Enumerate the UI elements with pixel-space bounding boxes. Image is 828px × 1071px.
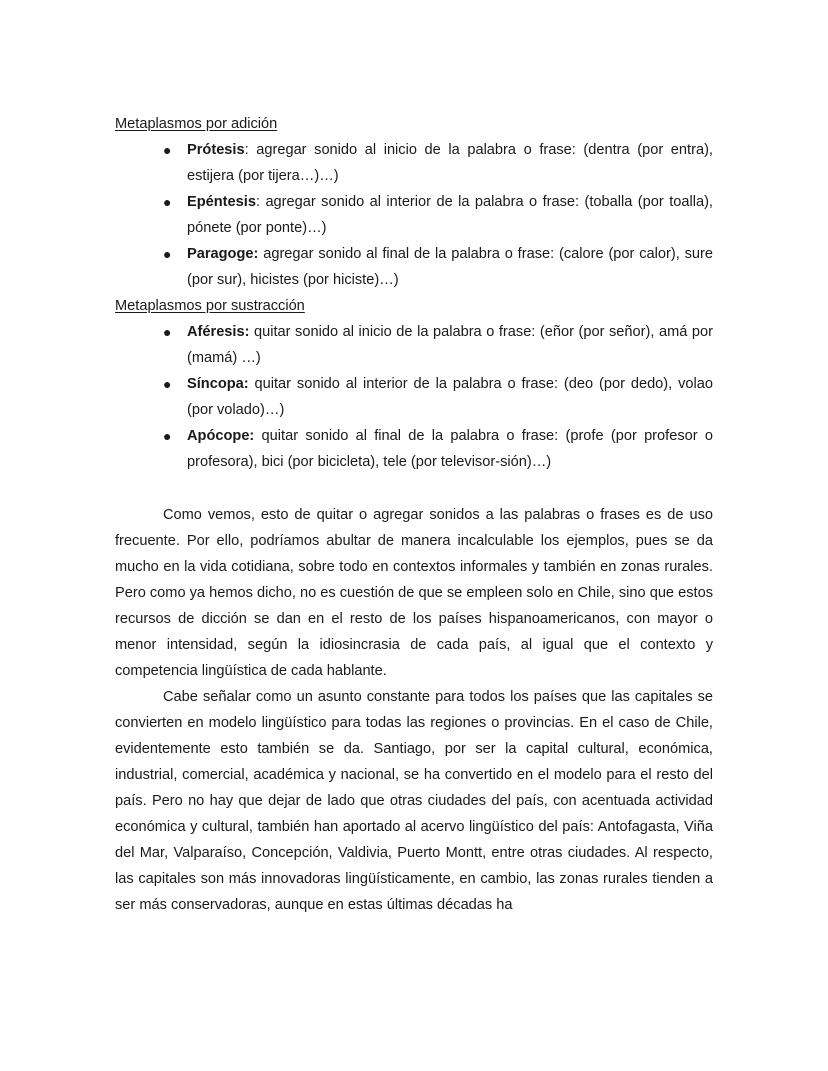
term: Síncopa: bbox=[187, 376, 249, 392]
term: Aféresis: bbox=[187, 324, 250, 340]
list-item bbox=[115, 319, 713, 371]
list-item bbox=[115, 241, 713, 293]
list-item bbox=[115, 371, 713, 423]
bullet-icon: ● bbox=[163, 324, 172, 340]
definition: agregar sonido al final de la palabra o frase: (calore (por calor), sure (por sur), hicistes (por hiciste)…) bbox=[187, 246, 713, 288]
section-adicion bbox=[115, 111, 713, 293]
section-sustraccion bbox=[115, 293, 713, 475]
bullet-icon: ● bbox=[163, 246, 172, 262]
list-item bbox=[115, 423, 713, 475]
bullet-icon: ● bbox=[163, 142, 172, 158]
bullet-icon: ● bbox=[163, 194, 172, 210]
definition: : agregar sonido al inicio de la palabra o frase: (dentra (por entra), estijera (por tijera…)…) bbox=[187, 142, 713, 184]
term: Prótesis bbox=[187, 142, 245, 158]
term: Epéntesis bbox=[187, 194, 256, 210]
body-paragraph: Cabe señalar como un asunto constante para todos los países que las capitales se convierten en modelo lingüístico para todas las regiones o provincias. En el caso de Chile, evidentemente esto también se da. Santiago, por ser la capital cultural, económica, industrial, comercial, académica y nacional, se ha convertido en el modelo para el resto del país. Pero no hay que dejar de lado que otras ciudades del país, con acentuada actividad económica y cultural, también han aportado al acervo lingüístico del país: Antofagasta, Viña del Mar, Valparaíso, Concepción, Valdivia, Puerto Montt, entre otras ciudades. Al respecto, las capitales son más innovadoras lingüísticamente, en cambio, las zonas rurales tienden a ser más conservadoras, aunque en estas últimas décadas ha bbox=[115, 689, 713, 913]
body-paragraph: Como vemos, esto de quitar o agregar sonidos a las palabras o frases es de uso frecuente. Por ello, podríamos abultar de manera incalculable los ejemplos, pues se da mucho en la vida cotidiana, sobre todo en contextos informales y también en zonas rurales. Pero como ya hemos dicho, no es cuestión de que se empleen solo en Chile, sino que estos recursos de dicción se dan en el resto de los países hispanoamericanos, con mayor o menor intensidad, según la idiosincrasia de cada país, al igual que el contexto y competencia lingüística de cada hablante. bbox=[115, 507, 713, 679]
definition: quitar sonido al interior de la palabra o frase: (deo (por dedo), volao (por volado)…) bbox=[187, 376, 713, 418]
definition: quitar sonido al final de la palabra o frase: (profe (por profesor o profesora), bici (por bicicleta), tele (por televisor-sión)…) bbox=[187, 428, 713, 470]
definition: quitar sonido al inicio de la palabra o frase: (eñor (por señor), amá por (mamá) …) bbox=[187, 324, 713, 366]
term: Paragoge: bbox=[187, 246, 259, 262]
section-heading: Metaplasmos por adición bbox=[115, 116, 278, 132]
spacer bbox=[115, 475, 713, 502]
list-item bbox=[115, 137, 713, 189]
bullet-icon: ● bbox=[163, 428, 172, 444]
document-page bbox=[115, 111, 713, 918]
term: Apócope: bbox=[187, 428, 255, 444]
bullet-list bbox=[115, 319, 713, 475]
definition: : agregar sonido al interior de la palabra o frase: (toballa (por toalla), pónete (por ponte)…) bbox=[187, 194, 713, 236]
bullet-list bbox=[115, 137, 713, 293]
list-item bbox=[115, 189, 713, 241]
bullet-icon: ● bbox=[163, 376, 172, 392]
section-heading: Metaplasmos por sustracción bbox=[115, 298, 305, 314]
